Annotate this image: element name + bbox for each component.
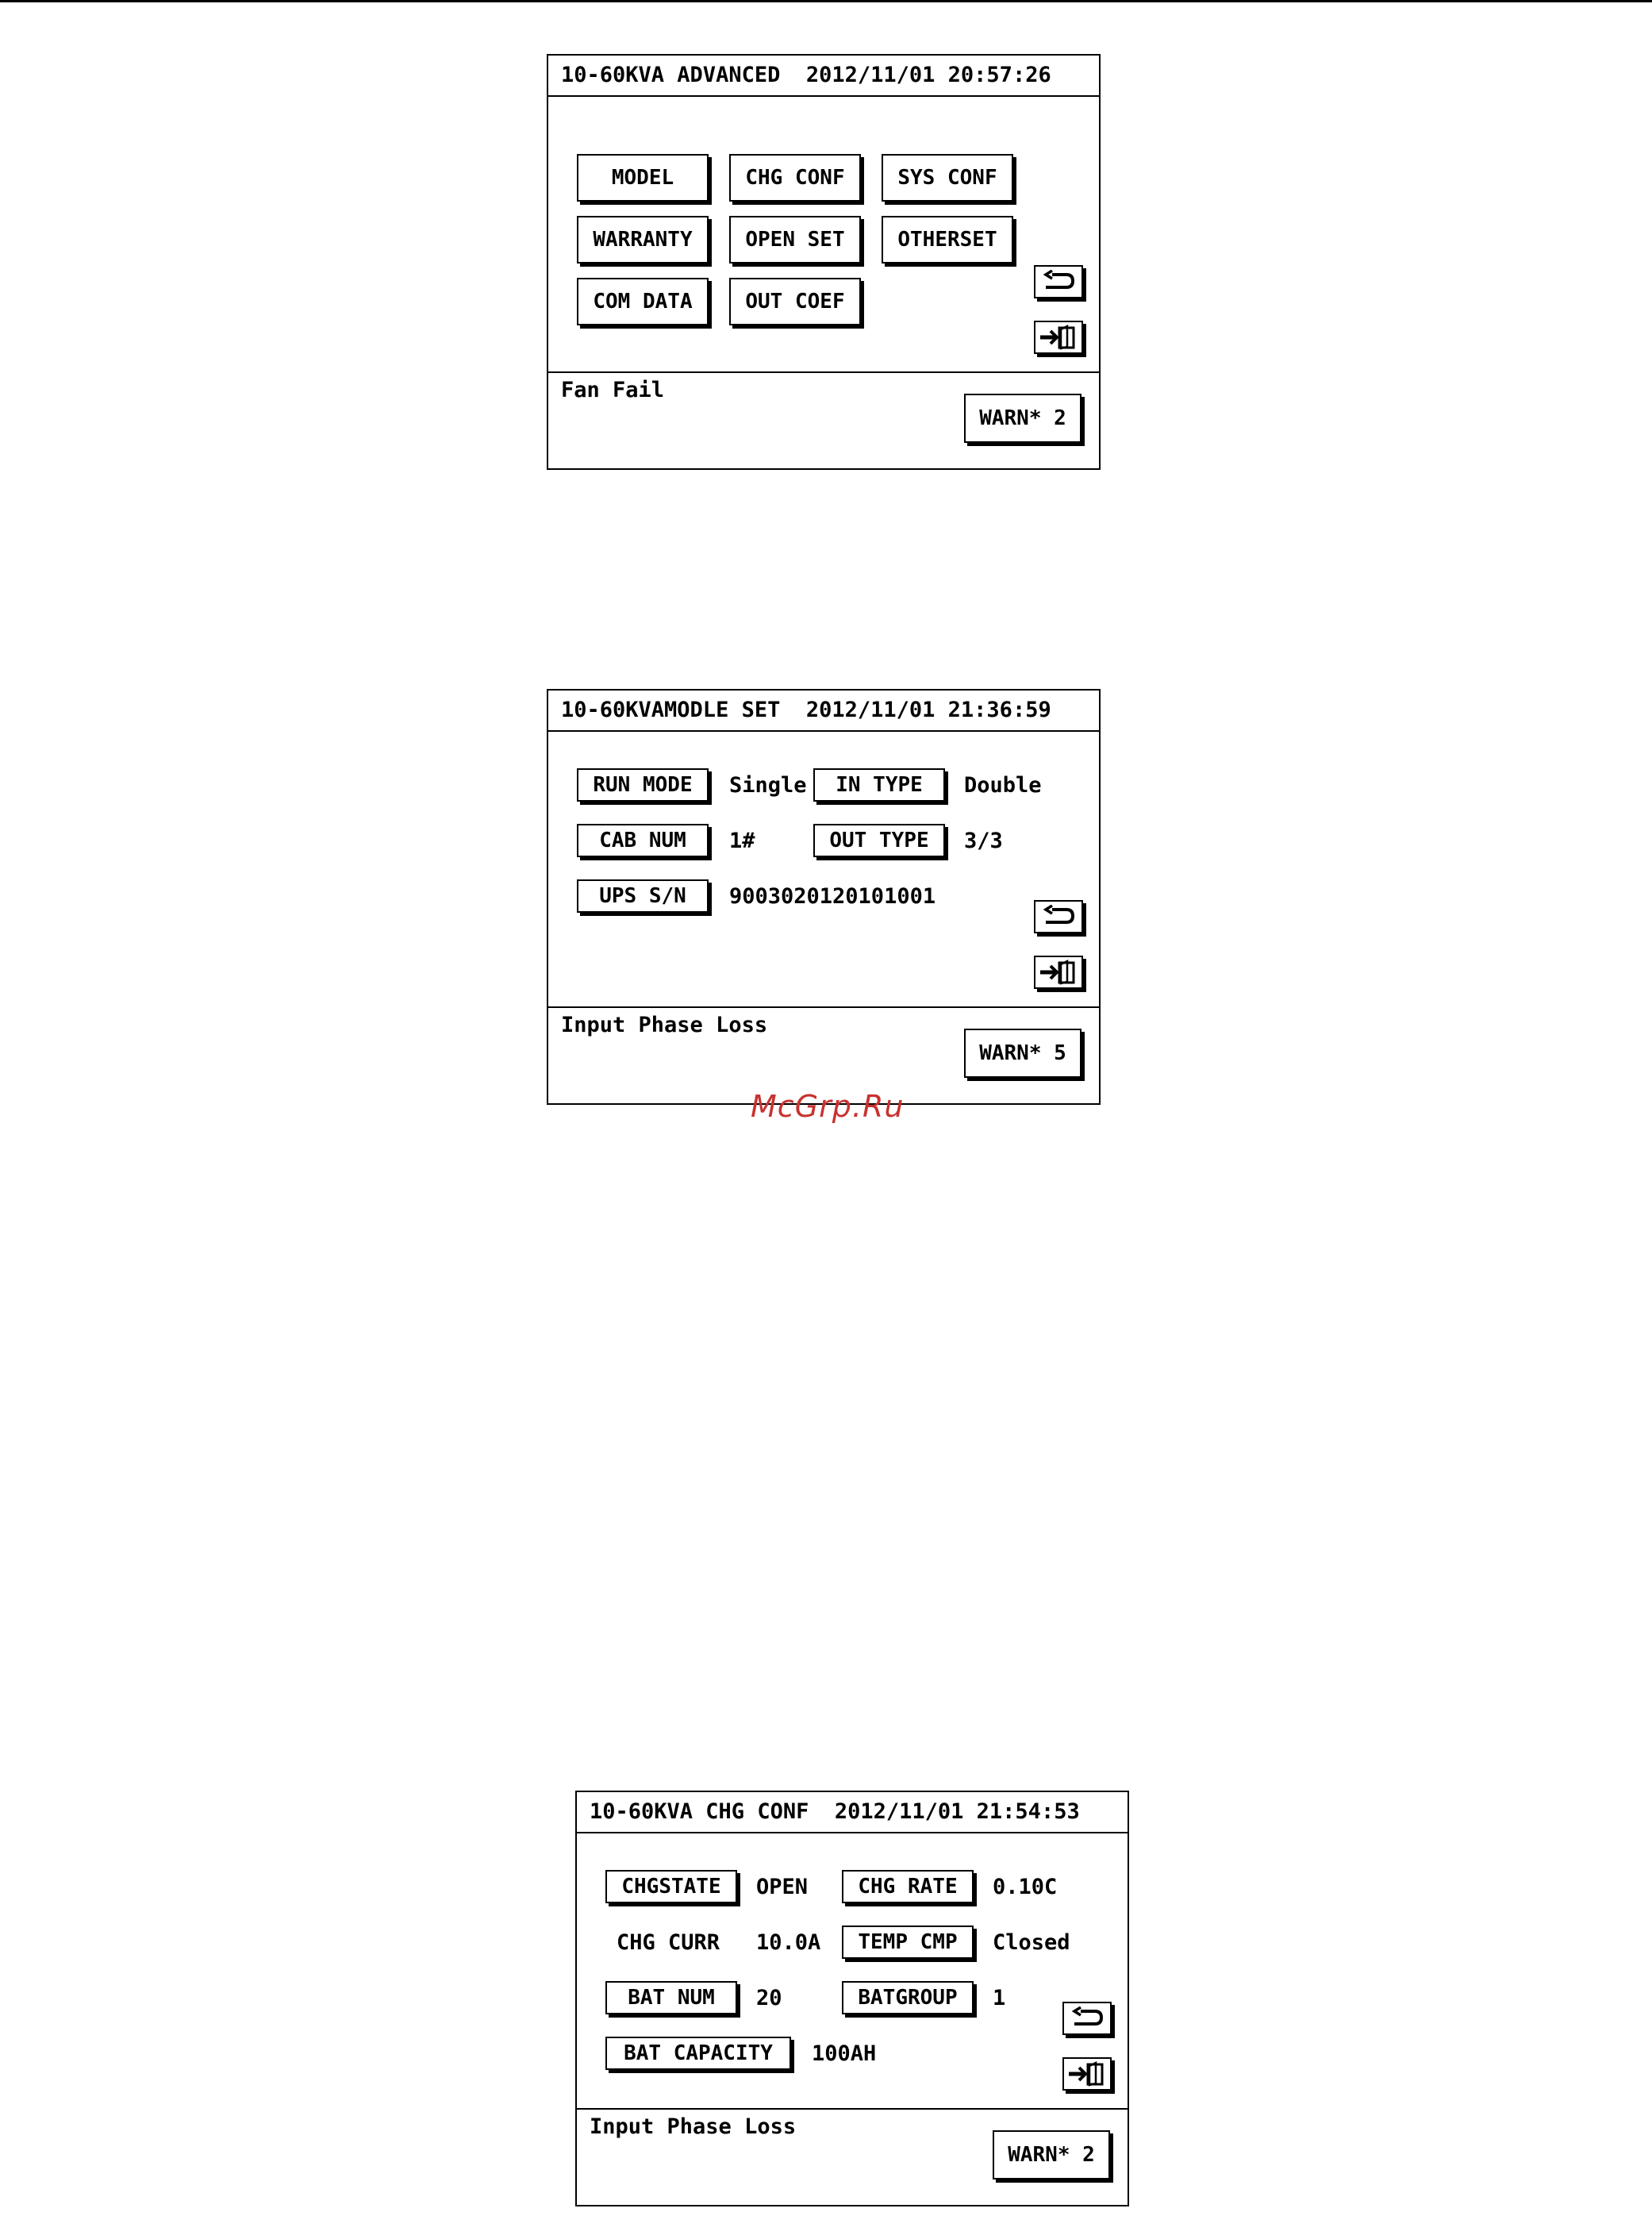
bat-capacity-button[interactable]: BAT CAPACITY xyxy=(605,2037,791,2070)
ups-sn-button[interactable]: UPS S/N xyxy=(577,879,709,913)
chg-conf-button[interactable]: CHG CONF xyxy=(729,154,861,202)
exit-door-icon xyxy=(1039,325,1078,350)
chg-rate-button[interactable]: CHG RATE xyxy=(842,1870,974,1903)
temp-cmp-value: Closed xyxy=(993,1930,1070,1955)
warn-button[interactable]: WARN* 2 xyxy=(964,394,1081,443)
exit-button[interactable] xyxy=(1034,321,1083,354)
back-button[interactable] xyxy=(1034,265,1083,298)
chg-curr-value: 10.0A xyxy=(756,1930,821,1955)
run-mode-value: Single xyxy=(729,773,807,798)
exit-button[interactable] xyxy=(1062,2057,1112,2091)
warranty-button[interactable]: WARRANTY xyxy=(577,216,709,264)
exit-button[interactable] xyxy=(1034,956,1083,989)
status-message: Fan Fail xyxy=(561,378,665,402)
screen-title: 10-60KVAMODLE SET 2012/11/01 21:36:59 xyxy=(548,691,1099,732)
back-arrow-icon xyxy=(1041,905,1076,929)
exit-door-icon xyxy=(1067,2061,1107,2087)
back-arrow-icon xyxy=(1041,270,1076,294)
model-button[interactable]: MODEL xyxy=(577,154,709,202)
status-message: Input Phase Loss xyxy=(590,2114,797,2139)
out-type-value: 3/3 xyxy=(964,829,1003,853)
chg-curr-label: CHG CURR xyxy=(617,1930,720,1955)
screen-title: 10-60KVA CHG CONF 2012/11/01 21:54:53 xyxy=(577,1792,1128,1833)
bat-num-value: 20 xyxy=(756,1986,782,2010)
top-rule xyxy=(0,0,1652,2)
exit-door-icon xyxy=(1039,960,1078,985)
batgroup-button[interactable]: BATGROUP xyxy=(842,1981,974,2014)
bat-capacity-value: 100AH xyxy=(812,2041,877,2066)
in-type-button[interactable]: IN TYPE xyxy=(813,768,945,802)
status-bar xyxy=(548,371,1099,468)
back-button[interactable] xyxy=(1034,900,1083,933)
back-button[interactable] xyxy=(1062,2002,1112,2035)
sys-conf-button[interactable]: SYS CONF xyxy=(882,154,1013,202)
cab-num-button[interactable]: CAB NUM xyxy=(577,824,709,857)
in-type-value: Double xyxy=(964,773,1042,798)
ups-sn-value: 9003020120101001 xyxy=(729,884,936,909)
out-type-button[interactable]: OUT TYPE xyxy=(813,824,945,857)
watermark: McGrp.Ru xyxy=(751,1089,905,1124)
bat-num-button[interactable]: BAT NUM xyxy=(605,1981,737,2014)
run-mode-button[interactable]: RUN MODE xyxy=(577,768,709,802)
model-set-screen xyxy=(547,689,1101,1105)
back-arrow-icon xyxy=(1070,2006,1105,2030)
status-message: Input Phase Loss xyxy=(561,1013,768,1037)
out-coef-button[interactable]: OUT COEF xyxy=(729,278,861,325)
screen-title: 10-60KVA ADVANCED 2012/11/01 20:57:26 xyxy=(548,56,1099,97)
cab-num-value: 1# xyxy=(729,829,755,853)
chg-conf-screen xyxy=(575,1791,1129,2206)
com-data-button[interactable]: COM DATA xyxy=(577,278,709,325)
advanced-screen xyxy=(547,54,1101,470)
warn-button[interactable]: WARN* 2 xyxy=(993,2130,1110,2179)
chg-rate-value: 0.10C xyxy=(993,1875,1058,1899)
otherset-button[interactable]: OTHERSET xyxy=(882,216,1013,264)
warn-button[interactable]: WARN* 5 xyxy=(964,1029,1081,1078)
chgstate-button[interactable]: CHGSTATE xyxy=(605,1870,737,1903)
chgstate-value: OPEN xyxy=(756,1875,809,1899)
status-bar xyxy=(577,2108,1128,2205)
temp-cmp-button[interactable]: TEMP CMP xyxy=(842,1926,974,1959)
open-set-button[interactable]: OPEN SET xyxy=(729,216,861,264)
batgroup-value: 1 xyxy=(993,1986,1006,2010)
